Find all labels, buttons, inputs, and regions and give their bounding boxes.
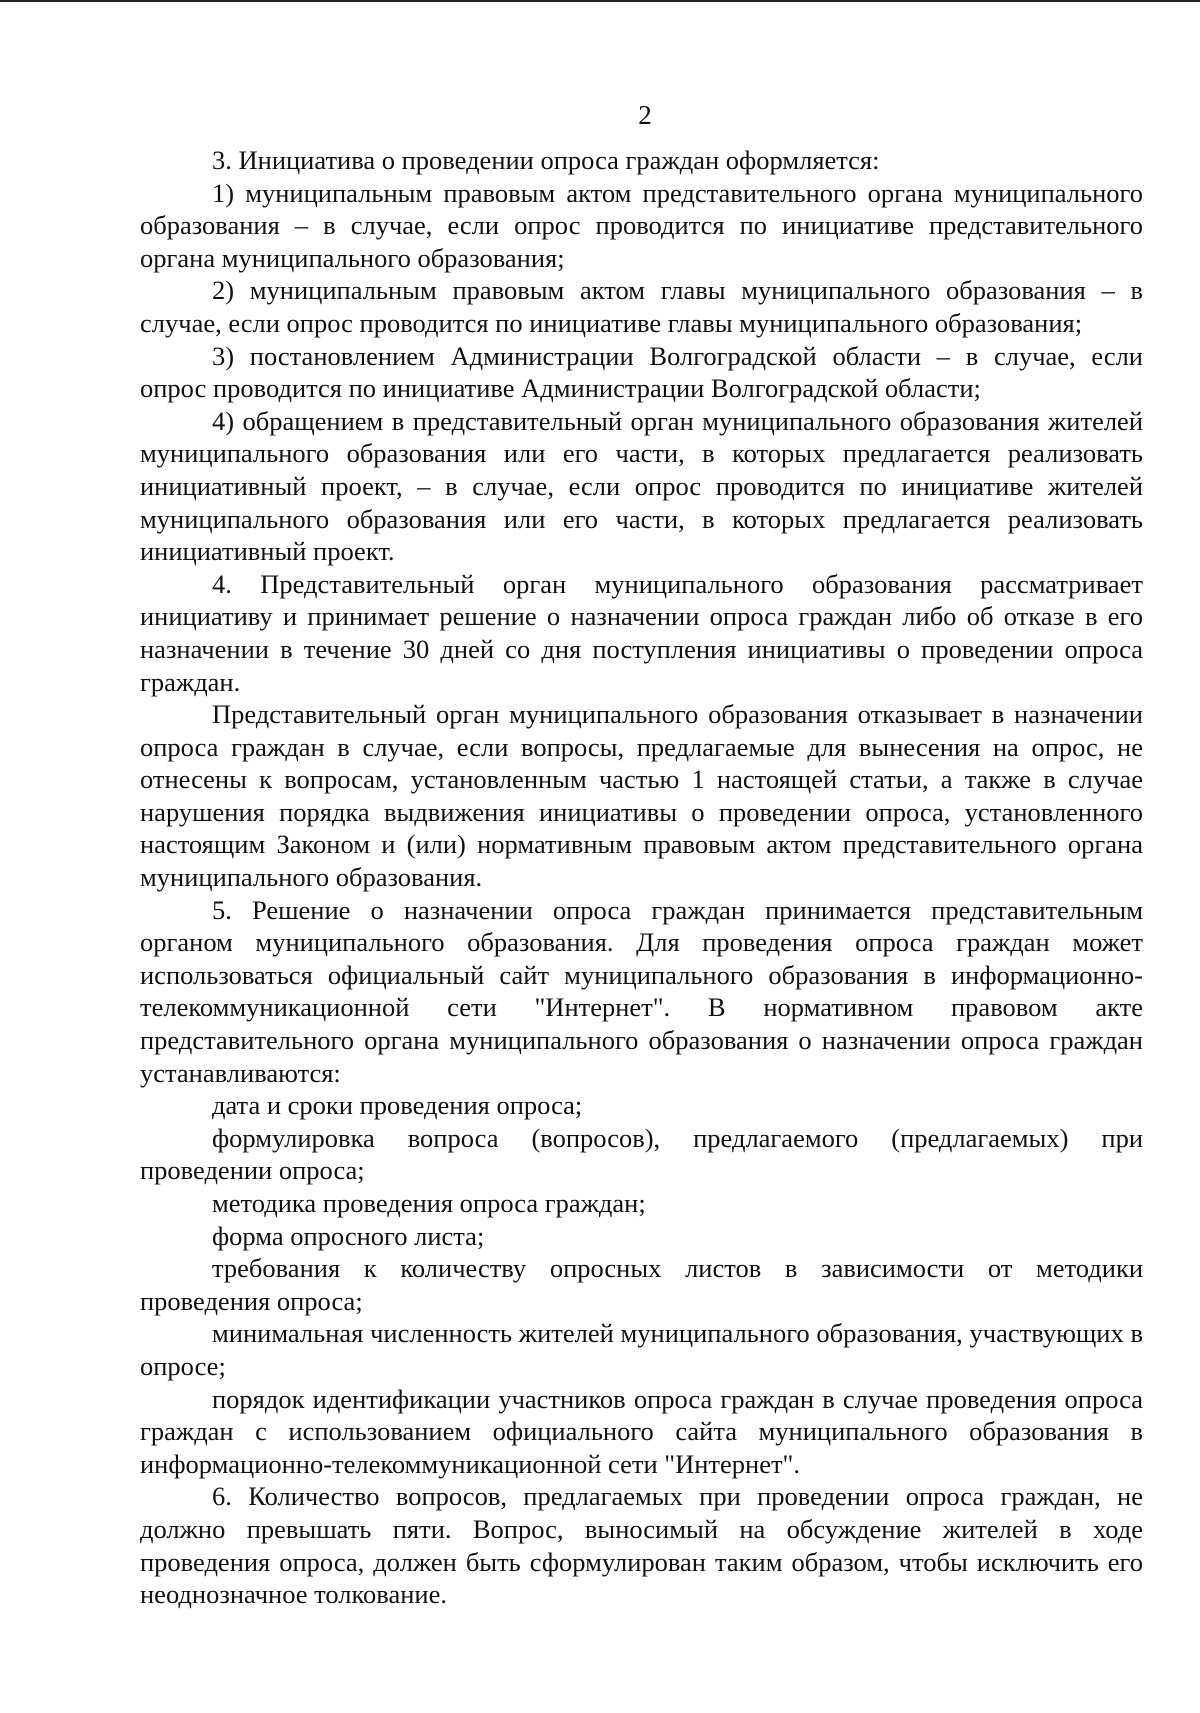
paragraph-3-item-4: 4) обращением в представительный орган муниципального образования жителей муниципального образования или его части, в которых предлагается реализовать инициативный проект, – в случае, если опрос проводится по инициативе жителей муниципального образования или его части, в которых предлагается реализовать инициативный проект. bbox=[140, 405, 1143, 567]
list-item-identification: порядок идентификации участников опроса граждан в случае проведения опроса граждан с использованием официального сайта муниципального образования в информационно-телекоммуникационной сети "Интернет". bbox=[140, 1383, 1143, 1479]
paragraph-3-item-1: 1) муниципальным правовым актом представительного органа муниципального образования – в случае, если опрос проводится по инициативе представительного органа муниципального образования; bbox=[140, 177, 1143, 273]
list-item-sheet-count: требования к количеству опросных листов в зависимости от методики проведения опроса; bbox=[140, 1253, 1143, 1316]
list-item-date: дата и сроки проведения опроса; bbox=[212, 1090, 583, 1121]
paragraph-3-intro: 3. Инициатива о проведении опроса граждан оформляется: bbox=[212, 145, 880, 175]
list-item-min-residents: минимальная численность жителей муниципального образования, участвующих в опросе; bbox=[140, 1318, 1143, 1381]
paragraph-6: 6. Количество вопросов, предлагаемых при проведении опроса граждан, не должно превышать пяти. Вопрос, выносимый на обсуждение жителей в ходе проведения опроса, должен быть сформулирован таким образом, чтобы исключить его неоднозначное толкование. bbox=[140, 1481, 1143, 1610]
paragraph-4: 4. Представительный орган муниципального образования рассматривает инициативу и принимает решение о назначении опроса граждан либо об отказе в его назначении в течение 30 дней со дня поступления инициативы о проведении опроса граждан. bbox=[140, 568, 1143, 697]
paragraph-5: 5. Решение о назначении опроса граждан принимается представительным органом муниципального образования. Для проведения опроса граждан может использоваться официальный сайт муниципального образования в информационно-телекоммуникационной сети "Интернет". В нормативном правовом акте представительного органа муниципального образования о назначении опроса граждан устанавливаются: bbox=[140, 894, 1143, 1088]
paragraph-3-item-3: 3) постановлением Администрации Волгоградской области – в случае, если опрос проводится по инициативе Администрации Волгоградской области; bbox=[140, 340, 1143, 404]
list-item-form: форма опросного листа; bbox=[212, 1220, 485, 1251]
paragraph-4-refusal: Представительный орган муниципального образования отказывает в назначении опроса граждан в случае, если вопросы, предлагаемые для вынесения на опрос, не отнесены к вопросам, установленным частью 1 настоящей статьи, а также в случае нарушения порядка выдвижения инициативы о проведении опроса, установленного настоящим Законом и (или) нормативным правовым актом представительного органа муниципального образования. bbox=[140, 699, 1143, 893]
paragraph-3-item-2: 2) муниципальным правовым актом главы муниципального образования – в случае, если опрос проводится по инициативе главы муниципального образования; bbox=[140, 275, 1143, 338]
list-item-wording: формулировка вопроса (вопросов), предлагаемого (предлагаемых) при проведении опроса; bbox=[140, 1122, 1143, 1186]
list-item-method: методика проведения опроса граждан; bbox=[212, 1188, 646, 1218]
document-body bbox=[140, 144, 1143, 1611]
page-number: 2 bbox=[638, 100, 652, 130]
